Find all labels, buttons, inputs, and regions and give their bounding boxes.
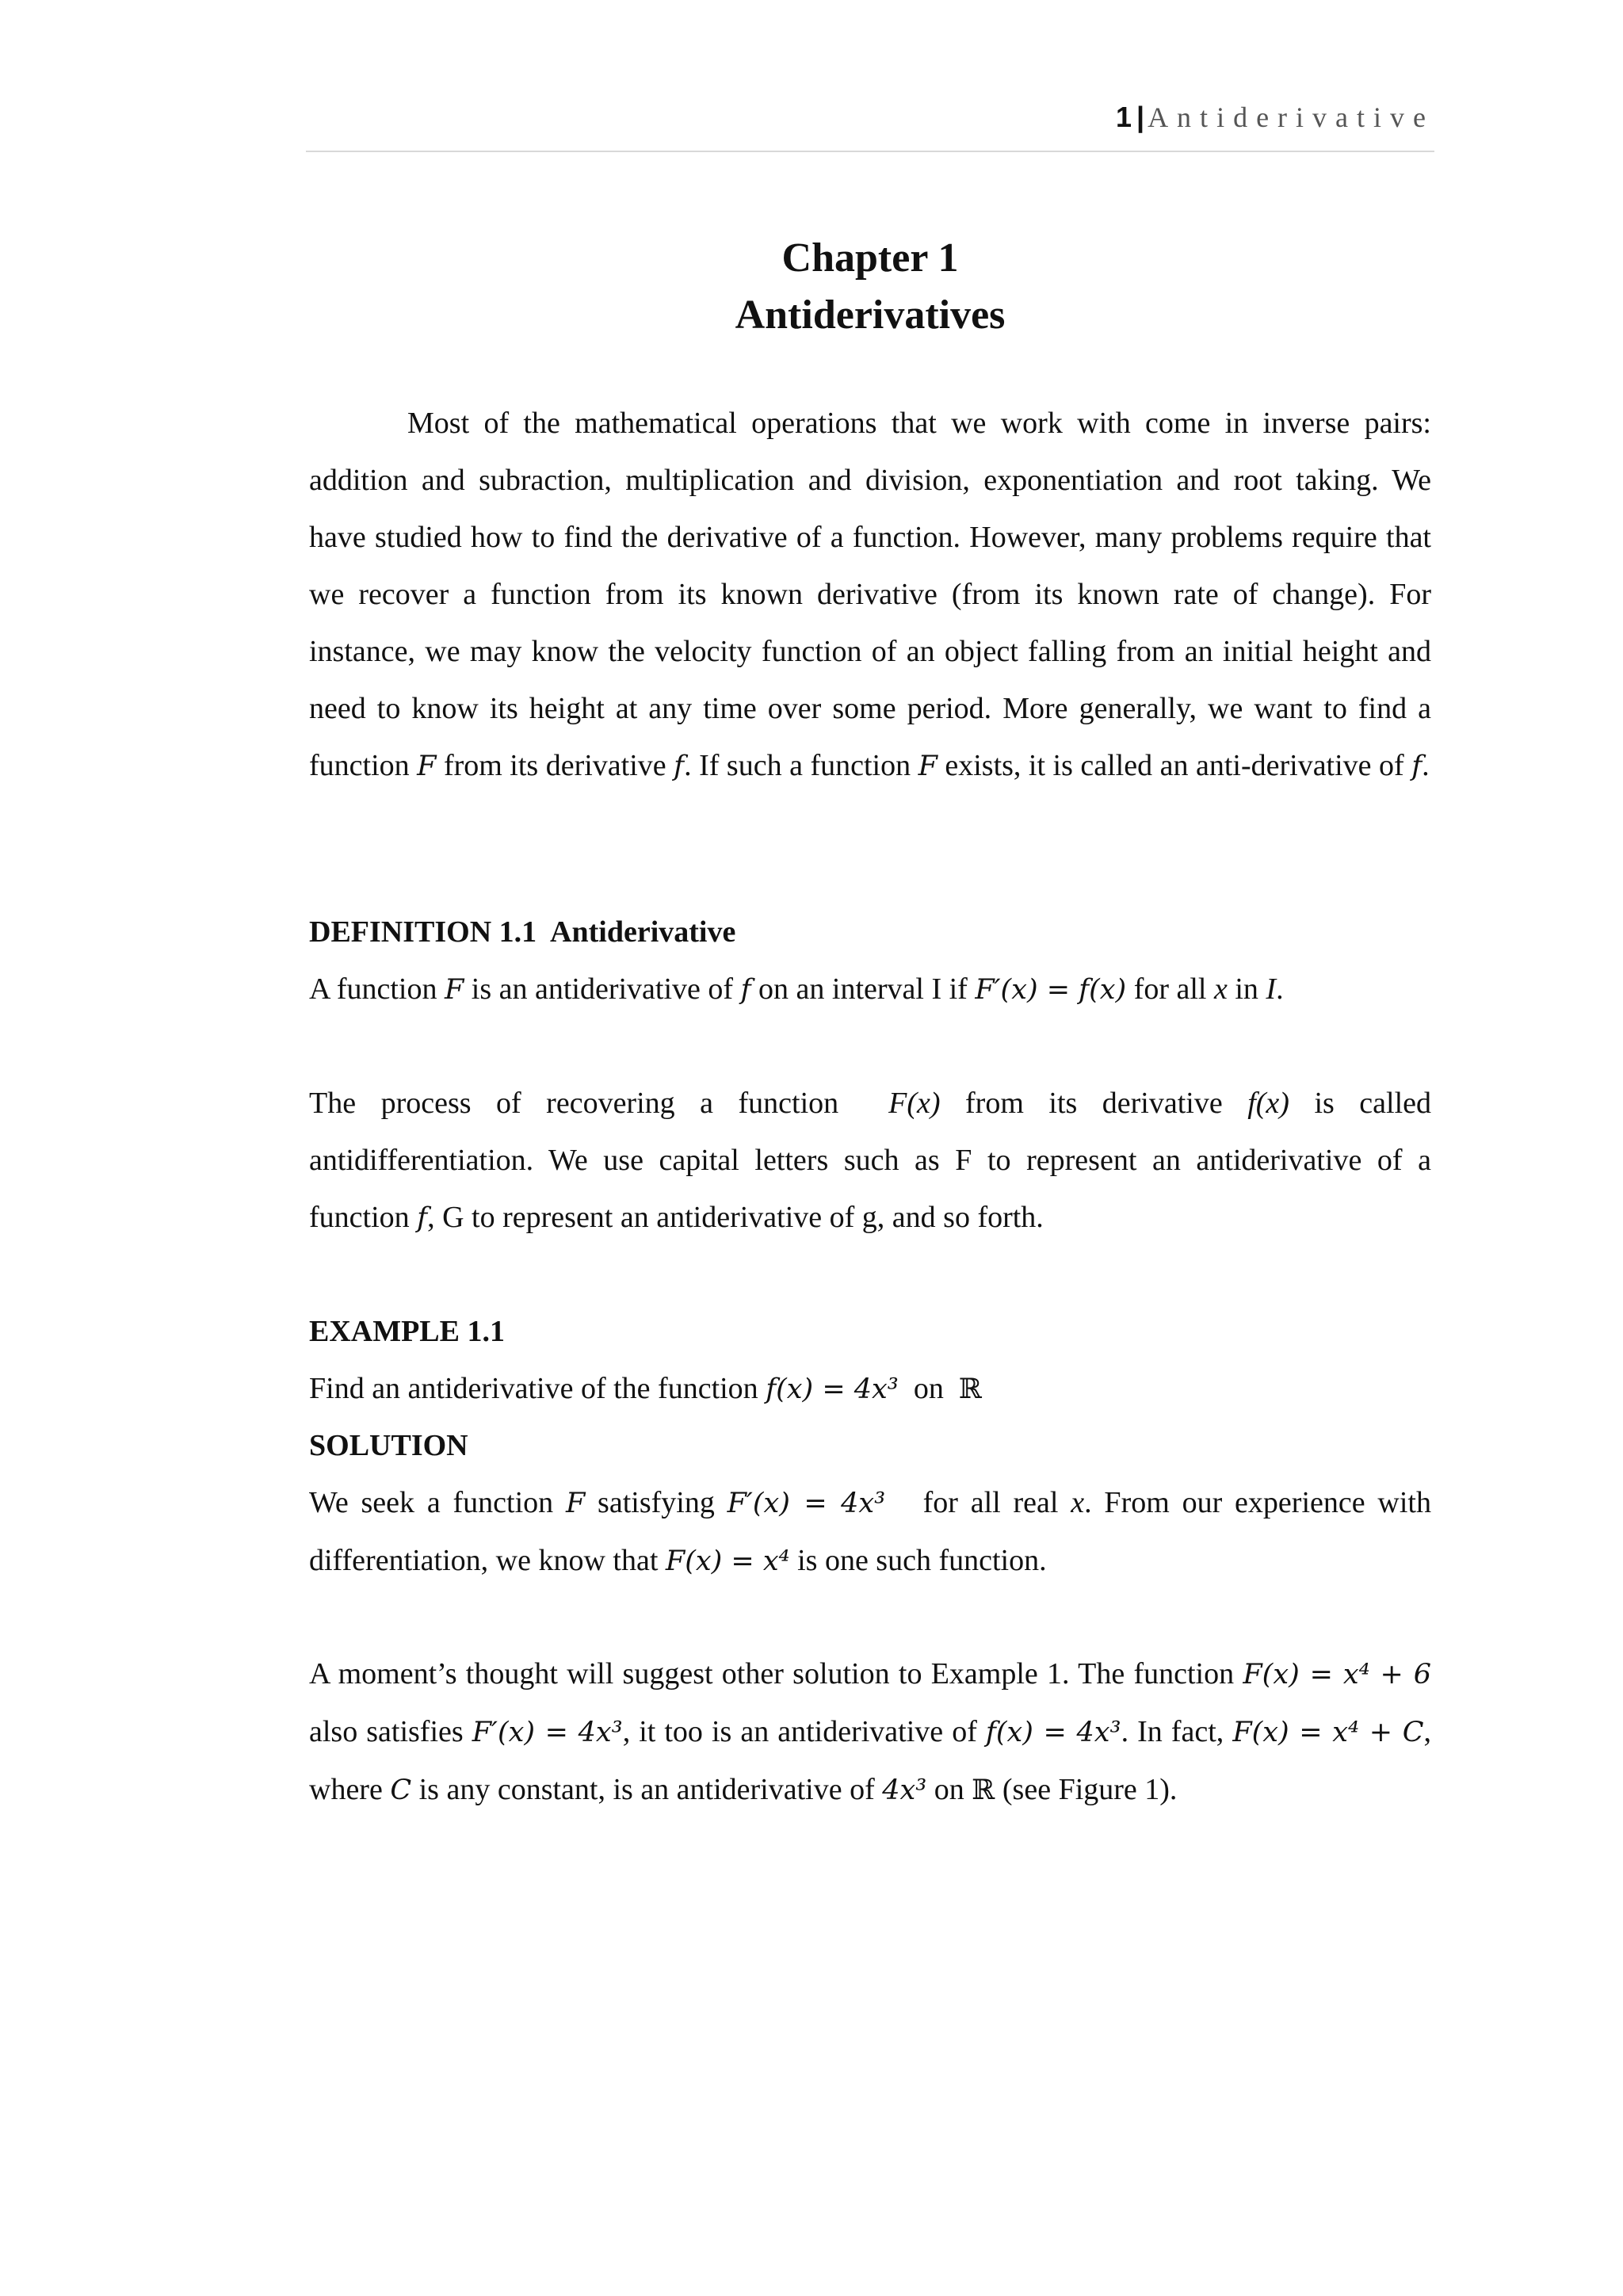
math-I: I (1266, 972, 1277, 1006)
process-text-4: , G to represent an antiderivative of g, and so forth. (427, 1201, 1044, 1234)
chapter-heading (306, 230, 1434, 344)
example-equation: f(x) = 4x³ (766, 1373, 899, 1405)
solution-equation-2: F(x) = x⁴ (665, 1545, 790, 1577)
closing-paragraph (309, 1645, 1431, 1819)
process-paragraph (309, 1075, 1439, 1247)
closing-equation-2: F′(x) = 4x³ (472, 1717, 623, 1748)
intro-text-4: exists, it is called an anti-derivative of (937, 749, 1412, 782)
example-text-1: Find an antiderivative of the function (309, 1372, 766, 1405)
definition-text (309, 961, 1431, 1018)
solution-text-4: . From our experience with differentiation, we know that (309, 1486, 1439, 1577)
closing-text-5: , where (309, 1715, 1431, 1806)
def-text-1: A function (309, 972, 445, 1006)
def-text-3: on an interval I if (750, 972, 976, 1006)
solution-text (309, 1474, 1439, 1590)
closing-equation-1: F(x) = x⁴ + 6 (1243, 1659, 1431, 1690)
closing-text-6: is any constant, is an antiderivative of (411, 1773, 883, 1806)
solution-heading: SOLUTION (309, 1429, 468, 1462)
def-text-4: for all (1126, 972, 1214, 1006)
math-x: x (1213, 972, 1228, 1006)
closing-text-1: A moment’s thought will suggest other solution to Example 1. The function (309, 1657, 1243, 1690)
closing-text-7: on (926, 1773, 972, 1806)
intro-text-2: from its derivative (436, 749, 674, 782)
def-text-5: in (1227, 972, 1266, 1006)
chapter-title: Antiderivatives (735, 292, 1006, 338)
definition-heading: DEFINITION 1.1 Antiderivative (309, 915, 736, 949)
closing-equation-4: F(x) = x⁴ + C (1232, 1717, 1424, 1748)
math-F: F (417, 751, 437, 782)
solution-text-5: is one such function. (789, 1544, 1047, 1577)
math-x: x (1071, 1486, 1085, 1519)
def-text-2: is an antiderivative of (464, 972, 741, 1006)
math-fx: f(x) (1247, 1087, 1289, 1120)
math-Fx: F(x) (888, 1087, 941, 1120)
closing-equation-3: f(x) = 4x³ (985, 1717, 1121, 1748)
solution-text-2: satisfying (585, 1486, 727, 1519)
example-text (309, 1360, 1431, 1418)
math-f: f (417, 1202, 428, 1234)
closing-text-2: also satisfies (309, 1715, 472, 1748)
closing-equation-5: 4x³ (882, 1775, 927, 1806)
real-numbers-symbol: ℝ (972, 1775, 995, 1806)
def-text-6: . (1276, 972, 1284, 1006)
closing-text-4: . In fact, (1121, 1715, 1233, 1748)
math-f: f (674, 751, 685, 782)
math-F: F (918, 751, 938, 782)
math-F: F (565, 1488, 586, 1519)
process-text-2: from its derivative (940, 1087, 1248, 1120)
process-text-1: The process of recovering a function (309, 1087, 889, 1120)
math-f: f (1411, 751, 1423, 782)
closing-text-8: (see Figure 1). (995, 1773, 1178, 1806)
definition-equation: F′(x) = f(x) (975, 974, 1127, 1006)
process-text-3: is called antidifferentiation. We use capital letters such as F to represent an antiderivative of a function (309, 1087, 1439, 1234)
closing-text-3: , it too is an antiderivative of (622, 1715, 986, 1748)
solution-equation-1: F′(x) = 4x³ (727, 1488, 886, 1519)
intro-text-1: Most of the mathematical operations that we work with come in inverse pairs: addition and subraction, multiplication and division, exponentiation and root taking. We have studied how to find the derivative of a function. However, many problems require that we recover a function from its known derivative (from its known rate of change). For instance, we may know the velocity function of an object falling from an initial height and need to know its height at any time over some period. More generally, we want to find a function (309, 407, 1431, 782)
running-title: Antiderivative (1148, 101, 1434, 133)
intro-paragraph (309, 395, 1431, 795)
page-number: 1 (1115, 101, 1132, 133)
header-separator: | (1136, 101, 1145, 133)
chapter-number: Chapter 1 (781, 235, 959, 281)
page-header (306, 94, 1434, 152)
intro-text-5: . (1422, 749, 1430, 782)
example-heading: EXAMPLE 1.1 (309, 1315, 505, 1348)
example-text-2: on (898, 1372, 959, 1405)
real-numbers-symbol: ℝ (958, 1373, 982, 1405)
solution-text-1: We seek a function (309, 1486, 566, 1519)
math-f: f (740, 974, 751, 1006)
math-F: F (444, 974, 464, 1006)
solution-text-3: for all real (885, 1486, 1071, 1519)
intro-text-3: . If such a function (684, 749, 918, 782)
math-C: C (390, 1775, 412, 1806)
